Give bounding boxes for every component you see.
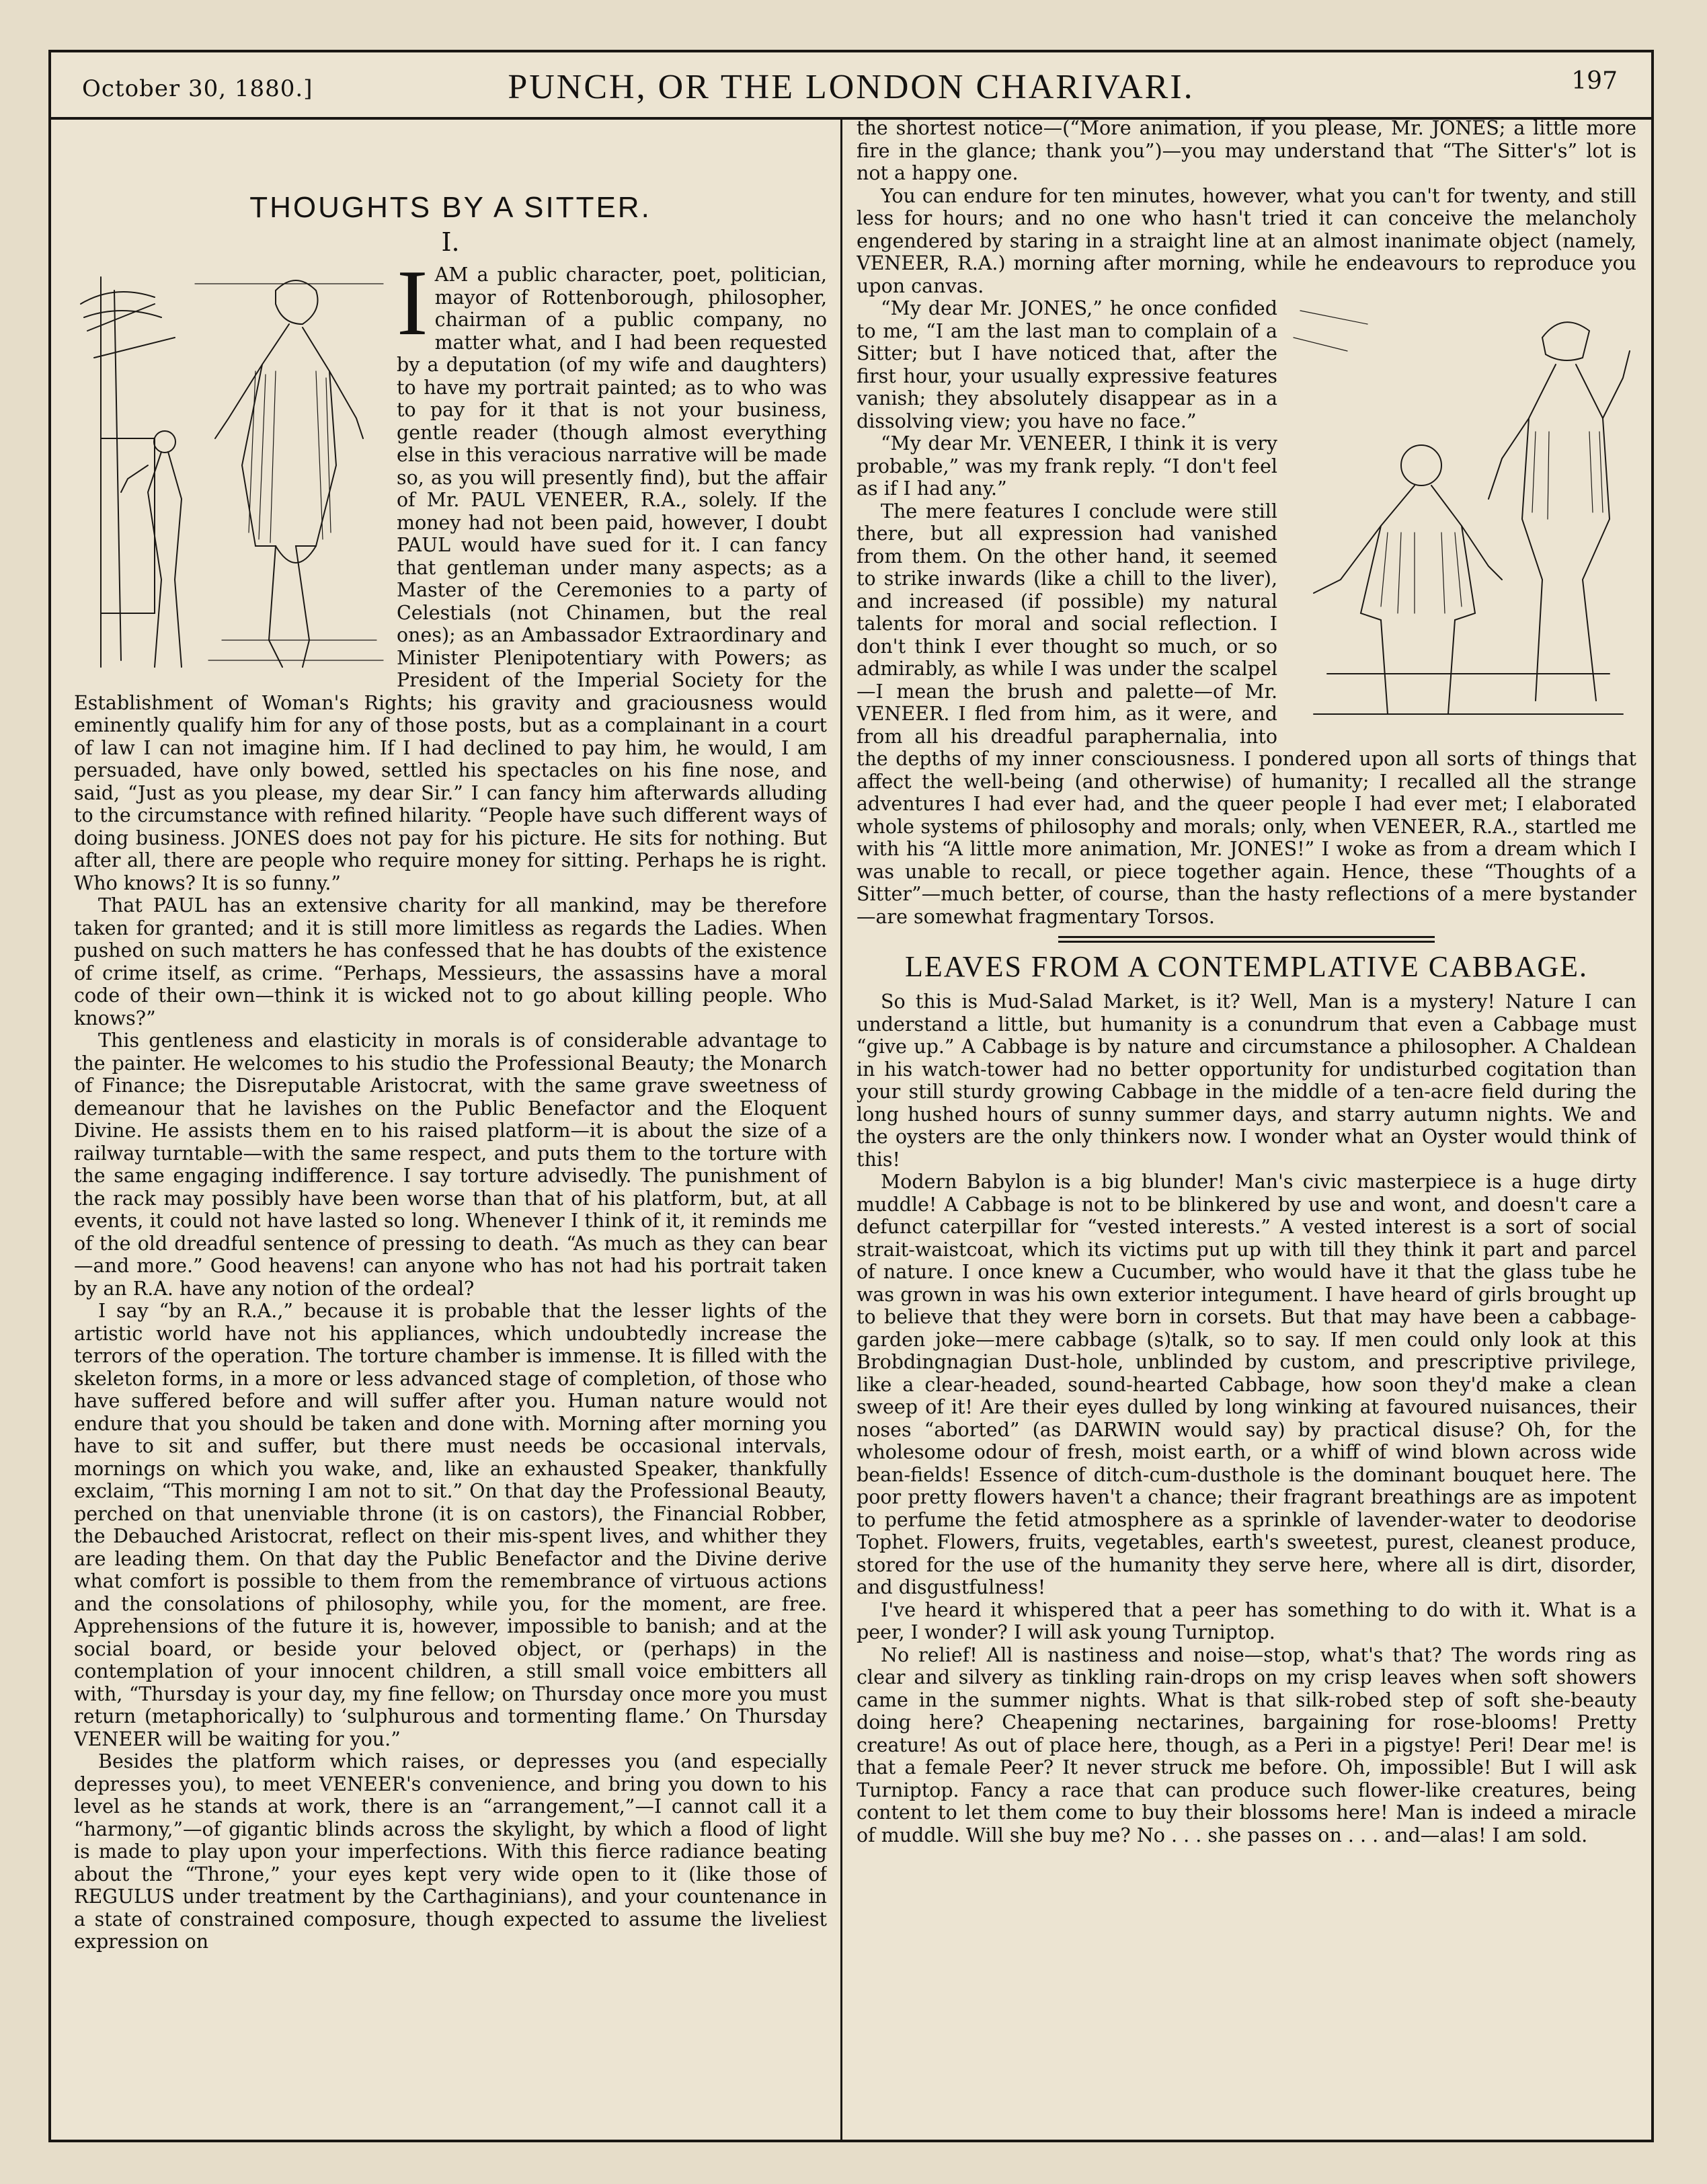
paragraph: Modern Babylon is a big blunder! Man's civic masterpiece is a huge dirty muddle! A Cabbage is not to be blinkered by use and wont, and doesn't care a defunct caterpillar for “vested interests.” A vested interest is a sort of social strait-waistcoat, which its victims put up with till they think it part and parcel of nature. I once knew a Cucumber, who would have it that the glass tube he was grown in was his own exterior integument. I have heard of girls brought up to believe that they were born in corsets. But that may have been a cabbage-garden joke—mere cabbage (s)talk, so to say. If men could only look at this Brobdingnagian Dust-hole, unblinded by custom, and prescriptive privilege, like a clear-headed, sound-hearted Cabbage, how soon they'd make a clean sweep of it! Are their eyes dulled by long winking at favoured nuisances, their noses “aborted” (as DARWIN would say) by practical disuse? Oh, for the wholesome odour of fresh, moist earth, or a whiff of wind blown across wide bean-fields! Essence of ditch-cum-dusthole is the dominant bouquet here. The poor pretty flowers haven't a chance; their fragrant breathings are as impotent to perfume the fetid atmosphere as a sprinkle of lavender-water to deodorise Tophet. Flowers, fruits, vegetables, earth's sweetest, purest, cleanest produce, stored for the use of the humanity they serve here, where all is dirt, disorder, and disgustfulness! — [857, 1171, 1636, 1598]
paragraph: You can endure for ten minutes, however, what you can't for twenty, and still less for hours; and no one who hasn't tried it can conceive the melancholy engendered by staring in a straight line at an almost inanimate object (namely, VENEER, R.A.) morning after morning, while he endeavours to reproduce you upon canvas. — [857, 184, 1636, 297]
drop-cap: I — [397, 251, 428, 355]
right-column — [857, 117, 1636, 2140]
paragraph: The mere features I conclude were still there, but all expression had vanished from them. On the other hand, it seemed to strike inwards (like a chill to the liver), and increased (if possible) my natural talents for moral and social reflection. I don't think I ever thought so much, or so admirably, as while I was under the scalpel—I mean the brush and palette—of Mr. VENEER. I fled from him, as it were, and from all his dreadful paraphernalia, into the depths of my inner consciousness. I pondered upon all sorts of things that affect the well-being (and otherwise) of humanity; I recalled all the strange adventures I had ever had, and the queer people I had ever met; I elaborated whole systems of philosophy and morals; only, when VENEER, R.A., startled me with his “A little more animation, Mr. JONES!” I woke as from a dream which I was unable to recall, or piece together again. Hence, these “Thoughts of a Sitter”—much better, of course, than the hasty reflections of a mere bystander—are somewhat fragmentary Torsos. — [857, 500, 1636, 928]
paragraph: the shortest notice—(“More animation, if you please, Mr. JONES; a little more fire in the glance; thank you”)—you may understand that “The Sitter's” lot is not a happy one. — [857, 117, 1636, 184]
article-title-thoughts: THOUGHTS BY A SITTER. — [249, 191, 651, 224]
article-separator — [1058, 936, 1435, 943]
paragraph: I say “by an R.A.,” because it is probable that the lesser lights of the artistic world have not his appliances, which undoubtedly increase the terrors of the operation. The torture chamber is immense. It is filled with the skeleton forms, in a more or less advanced stage of completion, of those who have suffered before and will suffer after you. Human nature would not endure that you should be taken and done with. Morning after morning you have to sit and suffer, but there must needs be occasional intervals, mornings on which you wake, and, like an exhausted Speaker, thankfully exclaim, “This morning I am not to sit.” On that day the Professional Beauty, perched on that unenviable throne (it is on castors), the Financial Robber, the Debauched Aristocrat, reflect on their mis-spent lives, and whither they are leading them. On that day the Public Benefactor and the Divine derive what comfort is possible to them from the remembrance of virtuous actions and the consolations of philosophy, while you, for the moment, are free. Apprehensions of the future it is, however, impossible to banish; and at the social board, or beside your beloved object, or (perhaps) in the contemplation of your innocent children, a still small voice embitters all with, “Thursday is your day, my fine fellow; on Thursday once more you must return (metaphorically) to ‘sulphurous and tormenting flame.’ On Thursday VENEER will be waiting for you.” — [74, 1300, 827, 1750]
paragraph: So this is Mud-Salad Market, is it? Well, Man is a mystery! Nature I can understand a little, but humanity is a conundrum that even a Cabbage must “give up.” A Cabbage is by nature and circumstance a philosopher. A Chaldean in his watch-tower had no better opportunity for undisturbed cogitation than your still sturdy growing Cabbage in the middle of a ten-acre field during the long hushed hours of sunny summer days, and starry autumn nights. We and the oysters are the only thinkers now. I wonder what an Oyster would think of this! — [857, 990, 1636, 1171]
paragraph: “My dear Mr. JONES,” he once confided to me, “I am the last man to complain of a Sitter; but I have noticed that, after the first hour, your usually expressive features vanish; they absolutely disappear as in a dissolving view; you have no face.” — [857, 297, 1277, 432]
paragraph: “My dear Mr. VENEER, I think it is very probable,” was my frank reply. “I don't feel as if I had any.” — [857, 432, 1277, 500]
page-header — [51, 52, 1651, 120]
paragraph: This gentleness and elasticity in morals is of considerable advantage to the painter. He welcomes to his studio the Professional Beauty; the Monarch of Finance; the Disreputable Aristocrat, with the same grave sweetness of demeanour that he lavishes on the Public Benefactor and the Eloquent Divine. He assists them en to his raised platform—it is about the size of a railway turntable—with the same respect, and puts them to the torture with the same engaging indifference. I say torture advisedly. The punishment of the rack may possibly have been worse than that of his platform, but, at all events, it could not have lasted so long. Whenever I think of it, it reminds me of the old dreadful sentence of pressing to death. “As much as they can bear—and more.” Good heavens! can anyone who has not had his portrait taken by an R.A. have any notion of the ordeal? — [74, 1029, 827, 1300]
article-title-cabbage: LEAVES FROM A CONTEMPLATIVE CABBAGE. — [904, 950, 1589, 983]
paragraph: I've heard it whispered that a peer has something to do with it. What is a peer, I wonder? I will ask young Turniptop. — [857, 1598, 1636, 1643]
issue-date: October 30, 1880.] — [82, 75, 313, 102]
newspaper-page — [48, 50, 1654, 2142]
two-gentlemen-engraving — [1287, 297, 1636, 728]
left-column — [74, 117, 827, 2140]
paragraph: That PAUL has an extensive charity for all mankind, may be therefore taken for granted; and it is still more limitless as regards the Ladies. When pushed on such matters he has confessed that he has doubts of the existence of crime itself, as crime. “Perhaps, Messieurs, the assassins have a moral code of their own—think it is wicked not to go about killing people. Who knows?” — [74, 894, 827, 1029]
article-body-thoughts-continued — [857, 117, 1636, 928]
page-number: 197 — [1571, 67, 1618, 95]
paragraph: No relief! All is nastiness and noise—stop, what's that? The words ring as clear and silvery as tinkling rain-drops on my crisp leaves when soft showers came in the summer nights. What is that silk-robed step of soft she-beauty doing here? Cheapening nectarines, bargaining for rose-blooms! Pretty creature! As out of place here, though, as a Peri in a pigstye! Peri! Dear me! is that a female Peer? It never struck me before. Oh, impossible! But I will ask Turniptop. Fancy a race that can produce such flower-like creatures, being content to let them come to buy their blossoms here! Man is indeed a miracle of muddle. Will she buy me? No . . . she passes on . . . and—alas! I am sold. — [857, 1643, 1636, 1846]
article-body-thoughts — [74, 251, 827, 1953]
column-divider — [840, 117, 842, 2140]
article-body-cabbage — [857, 990, 1636, 1846]
painter-and-sitter-engraving — [74, 264, 390, 674]
paragraph: AM a public character, poet, politician, mayor of Rottenborough, philosopher, chairman of a public company, no matter what, and I had been requested by a deputation (of my wife and daughters) to have my portrait painted; as to who was to pay for it that is not your business, gentle reader (though almost everything else in this veracious narrative will be made so, as you will presently find), but the affair of Mr. PAUL VENEER, R.A., solely. If the money had not been paid, however, I doubt PAUL would have sued for it. I can fancy that gentleman under many aspects; as a Master of the Ceremonies to a party of Celestials (not Chinamen, but the real ones); as an Ambassador Extraordinary and Minister Plenipotentiary with Powers; as President of the Imperial Society for the Establishment of Woman's Rights; his gravity and graciousness would eminently qualify him for any of those posts, but as a complainant in a court of law I can not imagine him. If I had declined to pay him, he would, I am persuaded, have only bowed, settled his spectacles on his fine nose, and said, “Just as you please, my dear Sir.” I can fancy him afterwards alluding to the circumstance with refined hilarity. “People have such different ways of doing business. JONES does not pay for his picture. He sits for nothing. But after all, there are people who require money for sitting. Perhaps he is right. Who knows? It is so funny.” — [74, 264, 827, 894]
paragraph: Besides the platform which raises, or depresses you (and especially depresses you), to meet VENEER's convenience, and bring you down to his level as he stands at work, there is an “arrangement,”—I cannot call it a “harmony,”—of gigantic blinds across the skylight, by which a flood of light is made to play upon your imperfections. With this fierce radiance beating about the “Throne,” your eyes kept very wide open to it (like those of REGULUS under treatment by the Carthaginians), and your countenance in a state of constrained composure, though expected to assume the liveliest expression on — [74, 1750, 827, 1953]
publication-title: PUNCH, OR THE LONDON CHARIVARI. — [508, 68, 1195, 106]
article-section-numeral: I. — [441, 227, 460, 257]
